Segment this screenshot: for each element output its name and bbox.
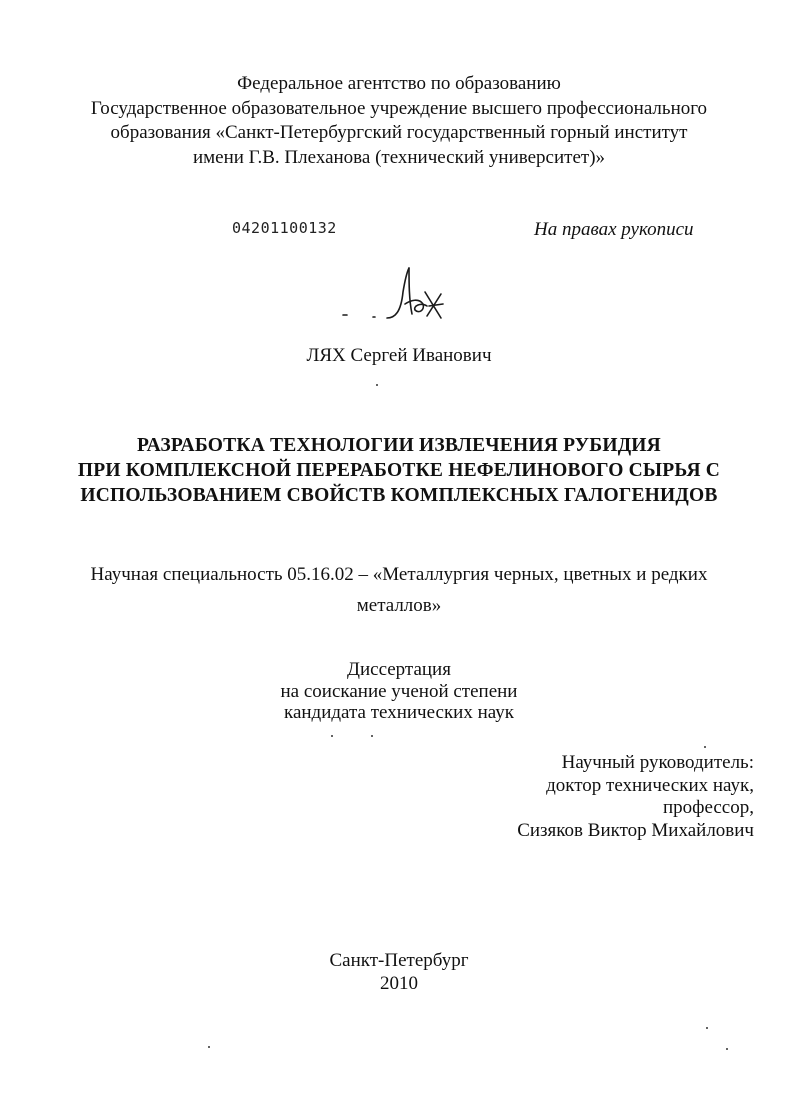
scan-speck: [376, 384, 378, 386]
supervisor-degree: доктор технических наук,: [546, 774, 754, 796]
title-line-1: РАЗРАБОТКА ТЕХНОЛОГИИ ИЗВЛЕЧЕНИЯ РУБИДИЯ: [137, 435, 661, 456]
dissertation-title: [0, 433, 798, 508]
title-line-2: ПРИ КОМПЛЕКСНОЙ ПЕРЕРАБОТКЕ НЕФЕЛИНОВОГО СЫРЬЯ С: [77, 460, 721, 481]
header-line-university: имени Г.В. Плеханова (технический университет)»: [192, 146, 606, 168]
supervisor-block: [517, 752, 754, 842]
header-line-agency: Федеральное агентство по образованию: [237, 73, 561, 94]
place-year: [0, 950, 798, 995]
city: Санкт-Петербург: [329, 950, 469, 971]
scan-speck: [208, 1046, 210, 1048]
inventory-number: 04201100132: [232, 219, 337, 237]
degree-line-3: кандидата технических наук: [284, 702, 514, 723]
scan-speck: [704, 746, 706, 748]
header-line-institution-name: образования «Санкт-Петербургский государственный горный институт: [110, 122, 688, 143]
title-line-3: ИСПОЛЬЗОВАНИЕМ СВОЙСТВ КОМПЛЕКСНЫХ ГАЛОГЕНИДОВ: [80, 485, 718, 506]
year: 2010: [380, 972, 418, 994]
scan-speck: [331, 735, 333, 737]
supervisor-title: профессор,: [662, 797, 754, 818]
scan-speck: [706, 1027, 708, 1029]
header-line-institution: Государственное образовательное учреждение высшего профессионального: [90, 97, 708, 119]
degree-statement: [0, 659, 798, 724]
specialty-line-2: металлов»: [356, 595, 442, 616]
specialty-line-1: Научная специальность 05.16.02 – «Металлургия черных, цветных и редких: [90, 564, 708, 585]
degree-line-1: Диссертация: [347, 659, 451, 680]
supervisor-name: Сизяков Виктор Михайлович: [517, 819, 754, 841]
author-name: ЛЯХ Сергей Иванович: [306, 345, 492, 366]
institution-header: [0, 72, 798, 170]
rights-note: На правах рукописи: [534, 219, 694, 240]
author-signature: [335, 262, 455, 332]
scan-speck: [726, 1048, 728, 1050]
supervisor-label: Научный руководитель:: [561, 752, 754, 773]
degree-line-2: на соискание ученой степени: [280, 680, 518, 702]
scan-speck: [371, 735, 373, 737]
